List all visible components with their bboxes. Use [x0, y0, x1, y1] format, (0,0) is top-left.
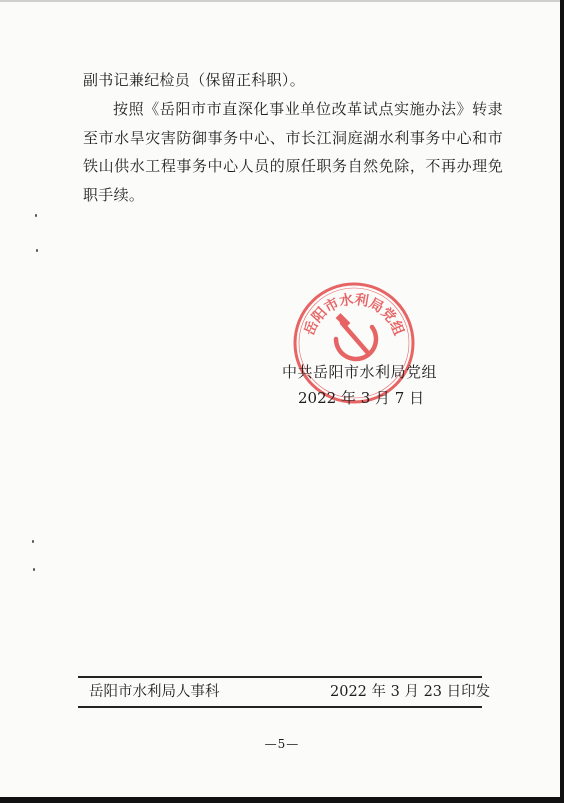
scan-speck	[36, 249, 38, 252]
footer-rule-top	[78, 676, 482, 678]
scan-border-right	[560, 0, 564, 803]
signature-block	[282, 359, 462, 411]
footer-rule-bottom	[78, 706, 482, 708]
scan-speck	[32, 540, 34, 543]
body-paragraph-1: 副书记兼纪检员（保留正科职）。	[83, 71, 306, 89]
scan-border-bottom	[0, 797, 564, 803]
signature-organization: 中共岳阳市水利局党组	[282, 363, 438, 381]
scan-speck	[33, 568, 35, 571]
signature-date: 2022 年 3 月 7 日	[298, 389, 425, 407]
footer-issuer: 岳阳市水利局人事科	[89, 684, 220, 700]
scan-speck	[35, 214, 37, 217]
footer-print-date: 2022 年 3 月 23 日印发	[330, 684, 491, 700]
seal-ring-text: 岳阳市水利局党组	[301, 291, 407, 338]
page-number: —5—	[264, 737, 300, 751]
body-paragraph-2: 按照《岳阳市市直深化事业单位改革试点实施办法》转隶至市水旱灾害防御事务中心、市长江洞庭湖水利事务中心和市铁山供水工程事务中心人员的原任职务自然免除，不再办理免职手续。	[83, 100, 503, 204]
page-top-edge	[0, 0, 564, 2]
